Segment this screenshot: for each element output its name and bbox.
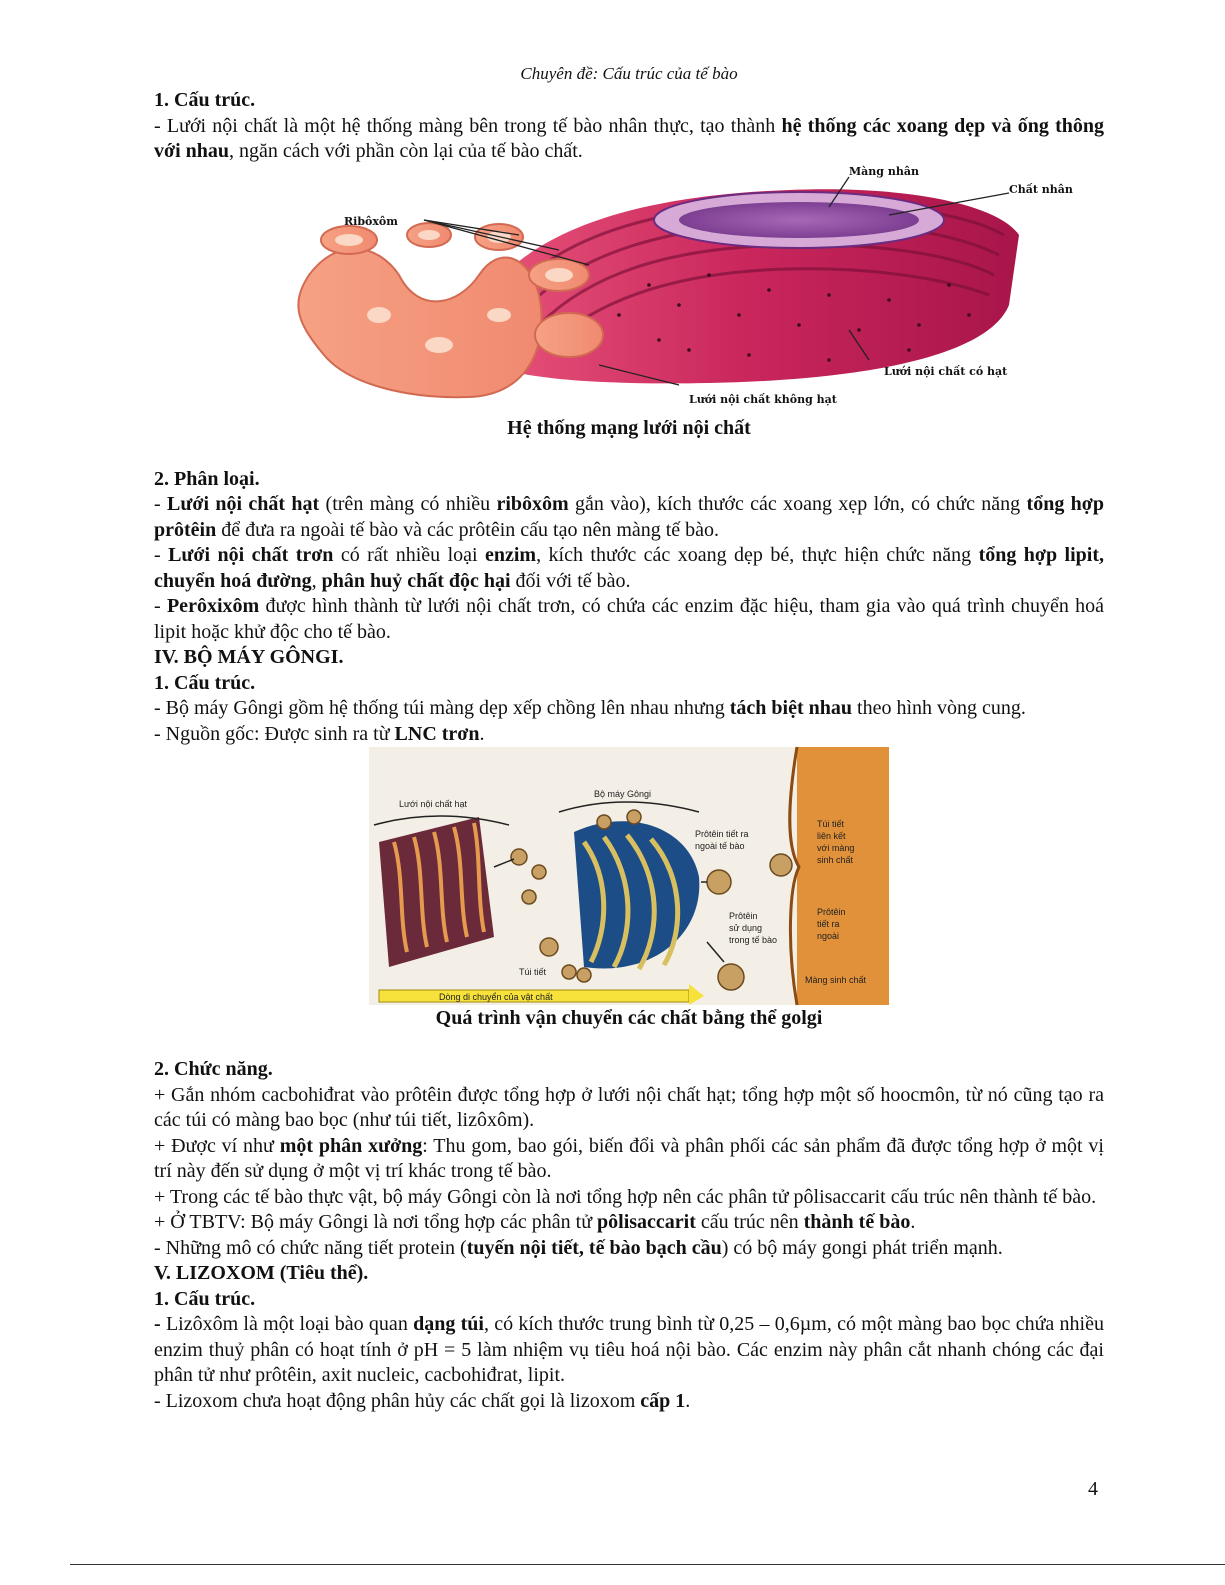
label-plasma-membrane: Màng sinh chất <box>805 975 867 985</box>
paragraph-smooth-er: - Lưới nội chất trơn có rất nhiều loại enzim, kích thước các xoang dẹp bé, thực hiện chức năng tổng hợp lipit, chuyển hoá đường, phân huỷ chất độc hại đối với tế bào. <box>154 544 1104 592</box>
page-number: 4 <box>1088 1478 1098 1500</box>
er-figure-caption: Hệ thống mạng lưới nội chất <box>507 416 751 439</box>
label-ribosome: Ribôxôm <box>344 214 398 228</box>
label-vesicle-fuse-4: sinh chất <box>817 855 854 865</box>
section-heading-golgi: IV. BỘ MÁY GÔNGI. <box>154 646 344 668</box>
label-protein-out-2: tiết ra <box>817 919 840 929</box>
section-heading-golgi-structure: 1. Cấu trúc. <box>154 671 256 694</box>
label-vesicle-fuse-2: liên kết <box>817 831 846 841</box>
golgi-illustration <box>369 747 889 1005</box>
paragraph-golgi-function-3: + Trong các tế bào thực vật, bộ máy Gôngi còn là nơi tổng hợp nên các phân tử pôlisaccarit cấu trúc nên thành tế bào. <box>154 1185 1097 1208</box>
page-header: Chuyên đề: Cấu trúc của tế bào <box>520 64 738 83</box>
label-secretory-vesicle: Túi tiết <box>519 967 547 977</box>
label-rough-er: Lưới nội chất có hạt <box>884 364 1008 378</box>
label-protein-used-1: Prôtêin <box>729 911 758 921</box>
label-vesicle-fuse-1: Túi tiết <box>817 819 845 829</box>
label-secreted-protein-1: Prôtêin tiết ra <box>695 829 749 839</box>
label-rough-er: Lưới nội chất hạt <box>399 799 467 809</box>
paragraph-lysosome-primary: - Lizoxom chưa hoạt động phân hủy các chất gọi là lizoxom cấp 1. <box>154 1389 691 1412</box>
label-protein-out-3: ngoài <box>817 931 840 941</box>
section-heading-classification: 2. Phân loại. <box>154 467 260 490</box>
label-smooth-er: Lưới nội chất không hạt <box>689 392 837 406</box>
label-nuclear-membrane: Màng nhân <box>849 164 919 178</box>
section-heading-lysosome: V. LIZOXOM (Tiêu thể). <box>154 1262 369 1284</box>
label-golgi-apparatus: Bộ máy Gôngi <box>594 789 652 799</box>
er-figure <box>229 164 1073 415</box>
section-heading-lysosome-structure: 1. Cấu trúc. <box>154 1287 256 1310</box>
section-heading-structure: 1. Cấu trúc. <box>154 89 256 111</box>
er-illustration <box>229 164 1073 415</box>
label-secreted-protein-2: ngoài tế bào <box>695 841 745 851</box>
paragraph-er-definition: - Lưới nội chất là một hệ thống màng bên trong tế bào nhân thực, tạo thành hệ thống các xoang dẹp và ống thông với nhau, ngăn cách với phần còn lại của tế bào chất. <box>154 114 1104 162</box>
document-page <box>154 60 1104 1414</box>
paragraph-peroxisome: - Perôxixôm được hình thành từ lưới nội chất trơn, có chứa các enzim đặc hiệu, tham gia vào quá trình chuyển hoá lipit hoặc khử độc cho tế bào. <box>154 595 1104 643</box>
section-heading-golgi-function: 2. Chức năng. <box>154 1058 273 1080</box>
label-material-flow: Dòng di chuyển của vật chất <box>439 992 553 1002</box>
paragraph-golgi-function-4: + Ở TBTV: Bộ máy Gôngi là nơi tổng hợp các phân tử pôlisaccarit cấu trúc nên thành tế bào. <box>154 1211 916 1233</box>
paragraph-golgi-function-5: - Những mô có chức năng tiết protein (tuyến nội tiết, tế bào bạch cầu) có bộ máy gongi phát triển mạnh. <box>154 1236 1003 1259</box>
label-vesicle-fuse-3: với màng <box>817 843 855 853</box>
paragraph-golgi-function-2: + Được ví như một phân xưởng: Thu gom, bao gói, biến đổi và phân phối các sản phẩm đã được tổng hợp ở một vị trí này đến sử dụng ở một vị trí khác trong tế bào. <box>154 1134 1104 1182</box>
paragraph-rough-er: - Lưới nội chất hạt (trên màng có nhiều ribôxôm gắn vào), kích thước các xoang xẹp lớn, có chức năng tổng hợp prôtêin để đưa ra ngoài tế bào và các prôtêin cấu tạo nên màng tế bào. <box>154 493 1105 541</box>
label-protein-used-2: sử dụng <box>729 923 763 933</box>
paragraph-golgi-origin: - Nguồn gốc: Được sinh ra từ LNC trơn. <box>154 722 485 745</box>
golgi-figure <box>369 747 889 1005</box>
paragraph-golgi-function-1: + Gắn nhóm cacbohiđrat vào prôtêin được tổng hợp ở lưới nội chất hạt; tổng hợp một số hoocmôn, từ nó cũng tạo ra các túi có màng bao bọc (như túi tiết, lizôxôm). <box>154 1083 1104 1131</box>
label-nucleoplasm: Chất nhân <box>1009 182 1073 196</box>
label-protein-out-1: Prôtêin <box>817 907 846 917</box>
footer-rule <box>70 1564 1225 1565</box>
label-protein-used-3: trong tế bào <box>729 935 778 945</box>
paragraph-lysosome-structure: - Lizôxôm là một loại bào quan dạng túi, có kích thước trung bình từ 0,25 – 0,6µm, có một màng bao bọc chứa nhiều enzim thuỷ phân có hoạt tính ở pH = 5 làm nhiệm vụ tiêu hoá nội bào. Các enzim này phân cắt nhanh chóng các đại phân tử như prôtêin, axit nucleic, cacbohiđrat, lipit. <box>154 1313 1104 1386</box>
paragraph-golgi-structure: - Bộ máy Gôngi gồm hệ thống túi màng dẹp xếp chồng lên nhau nhưng tách biệt nhau theo hình vòng cung. <box>154 697 1026 719</box>
golgi-figure-caption: Quá trình vận chuyển các chất bằng thể golgi <box>435 1007 823 1029</box>
